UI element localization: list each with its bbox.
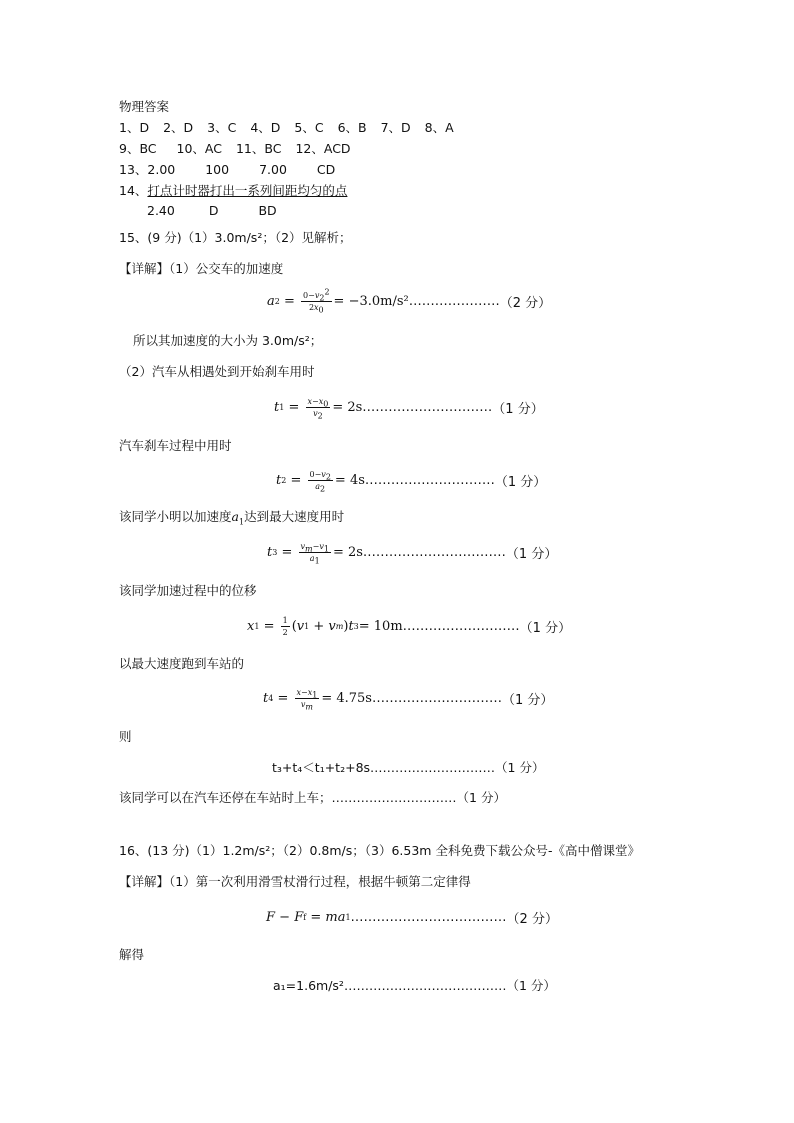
answer-11: 11、BC	[235, 141, 282, 156]
answer-6: 6、B	[337, 120, 367, 135]
q15-final-score: （1 分）	[456, 790, 506, 805]
answer-3: 3、C	[207, 120, 237, 135]
q15-part2: （2）汽车从相遇处到开始刹车用时	[119, 364, 315, 379]
q15-eq2-dots: …………………………	[362, 400, 493, 415]
page-title: 物理答案	[119, 99, 170, 114]
answer-1: 1、D	[119, 120, 150, 135]
q15-eq5-dots: ………………………	[402, 619, 520, 634]
q15-braking: 汽车刹车过程中用时	[119, 438, 232, 453]
q15-equation-3: t 2 = $\frac{0-v_2}{a_2}$ = 4s ………………………… （1 分）	[276, 470, 547, 494]
q15-detail-label: 【详解】	[119, 261, 170, 276]
answer-5: 5、C	[294, 120, 324, 135]
q16-equation-2	[273, 978, 556, 994]
q15-run: 以最大速度跑到车站的	[119, 656, 245, 671]
answer-2: 2、D	[163, 120, 194, 135]
q15-eq3-score: （1 分）	[494, 475, 547, 490]
q16-solve: 解得	[119, 947, 145, 962]
q15-final-dots: …………………………	[331, 790, 457, 805]
q15-eq3-dots: …………………………	[364, 473, 495, 488]
q16-detail-text: （1）第一次利用滑雪杖滑行过程，根据牛顿第二定律得	[169, 874, 471, 889]
answer-7: 7、D	[380, 120, 411, 135]
q15-eq4-rhs: = 2s	[332, 545, 363, 560]
q15-detail-text: （1）公交车的加速度	[169, 261, 284, 276]
q15-eq7-text: t₃+t₄＜t₁+t₂+8s	[272, 760, 371, 775]
answers-row-5	[147, 203, 277, 219]
q16-eq1-dots: ………………………………	[350, 910, 507, 925]
q15-eq3-rhs: = 4s	[334, 473, 365, 488]
q16-eq2-score: （1 分）	[506, 978, 556, 993]
q15-eq7-dots: …………………………	[370, 760, 496, 775]
q15-accel-post: 达到最大速度用时	[244, 509, 345, 524]
answer-14-a: 2.40	[147, 203, 175, 218]
answer-13-c: 7.00	[259, 162, 287, 177]
answers-row-1	[119, 120, 454, 136]
q15-eq2-rhs: = 2s	[332, 400, 363, 415]
q16-detail	[119, 874, 471, 890]
q15-header: 15、(9 分)（1）3.0m/s²；（2）见解析；	[119, 230, 352, 245]
answer-8: 8、A	[424, 120, 454, 135]
answer-13-b: 100	[205, 162, 230, 177]
q15-final	[119, 790, 506, 806]
q15-eq5-rhs: = 10m	[358, 619, 403, 634]
q15-accel-pre: 该同学小明以加速度	[119, 509, 232, 524]
q15-eq1-score: （2 分）	[499, 296, 552, 311]
q15-accel: 该同学小明以加速度$a_1$达到最大速度用时	[119, 509, 345, 527]
answer-9: 9、BC	[119, 141, 157, 156]
q15-equation-7	[272, 760, 544, 776]
q15-eq4-score: （1 分）	[505, 547, 558, 562]
q15-equation-2: t 1 = $\frac{x-x_0}{v_2}$ = 2s ………………………… （1 分）	[274, 397, 544, 421]
q15-eq4-dots: ……………………………	[362, 545, 506, 560]
q16-equation-1: F − F f = ma 1 ……………………………… （2 分）	[266, 910, 558, 927]
q15-conclusion: 所以其加速度的大小为 3.0m/s²；	[133, 333, 323, 348]
q15-final-text: 该同学可以在汽车还停在车站时上车；	[119, 790, 332, 805]
q15-equation-4: t 3 = $\frac{v_m-v_1}{a_1}$ = 2s …………………………… （1 分）	[267, 542, 558, 566]
q15-equation-6: t 4 = $\frac{x-x_1}{v_m}$ = 4.75s ………………………… （1 分）	[263, 688, 554, 712]
q15-equation-1: a 2 = $\frac{0-v_2^2}{2x_0}$ = −3.0m/s² ………………… （2 分）	[267, 287, 552, 315]
answer-12: 12、ACD	[295, 141, 351, 156]
q15-eq6-rhs: = 4.75s	[321, 691, 372, 706]
answer-13: 13、2.00	[119, 162, 176, 177]
q16-eq2-text: a₁=1.6m/s²	[273, 978, 344, 993]
answers-row-3	[119, 162, 335, 178]
q15-eq5-score: （1 分）	[519, 621, 572, 636]
answer-14-c: BD	[258, 203, 277, 218]
q16-eq1-score: （2 分）	[506, 912, 558, 927]
answer-14-underlined: 打点计时器打出一系列间距均匀的点	[147, 183, 348, 198]
answer-4: 4、D	[250, 120, 281, 135]
q16-eq2-dots: …………………………………	[343, 978, 507, 993]
q15-displacement: 该同学加速过程中的位移	[119, 583, 257, 598]
q15-eq1-rhs: = −3.0m/s²	[333, 294, 409, 309]
q15-equation-5: x 1 = $\frac{1}{2}$ ( v 1 + v m ) t 3 = 10m ……………………… （1 分）	[247, 616, 572, 637]
q15-eq7-score: （1 分）	[495, 760, 545, 775]
q15-eq2-score: （1 分）	[492, 402, 544, 417]
q16-detail-label: 【详解】	[119, 874, 170, 889]
q15-eq6-score: （1 分）	[501, 693, 554, 708]
q16-header: 16、(13 分)（1）1.2m/s²；（2）0.8m/s；（3）6.53m 全科免费下载公众号-《高中僧课堂》	[119, 843, 640, 858]
q15-eq6-dots: …………………………	[371, 691, 502, 706]
q15-then: 则	[119, 729, 132, 744]
answer-14-prefix: 14、	[119, 183, 148, 198]
q15-detail	[119, 261, 283, 277]
q15-eq1-dots: …………………	[408, 294, 500, 309]
answers-row-4	[119, 183, 347, 199]
answer-13-d: CD	[316, 162, 336, 177]
answer-14-b: D	[208, 203, 219, 218]
answer-10: 10、AC	[176, 141, 222, 156]
answers-row-2	[119, 141, 351, 157]
